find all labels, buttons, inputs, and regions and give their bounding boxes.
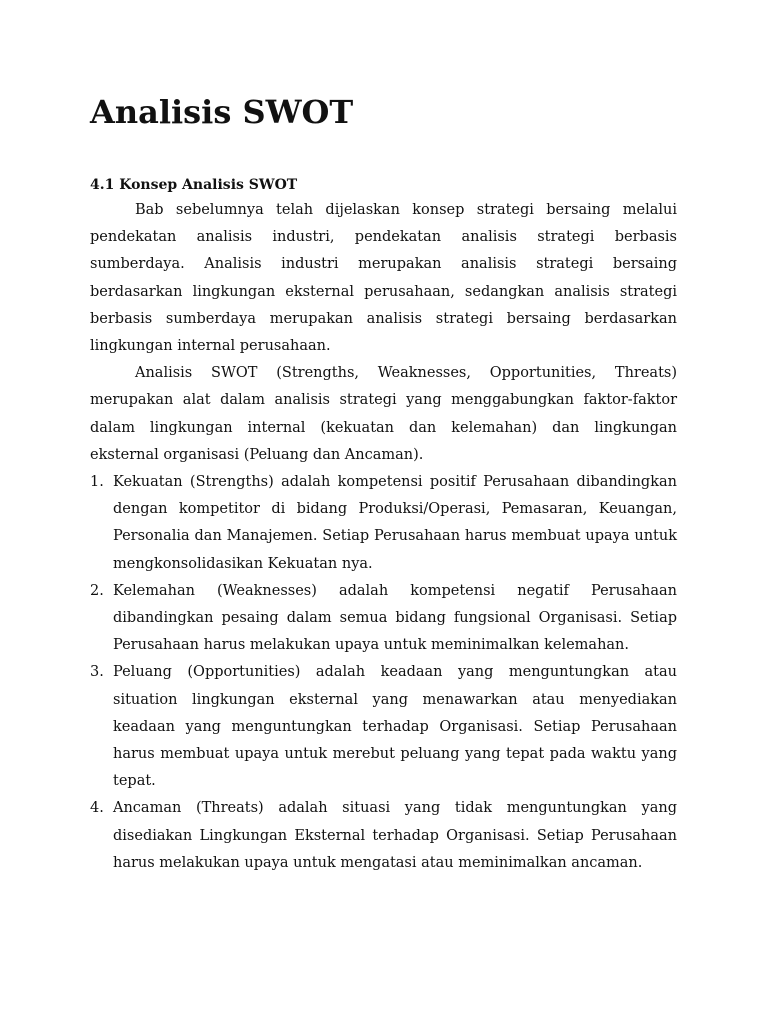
paragraph-swot-definition: Analisis SWOT (Strengths, Weaknesses, Opportunities, Threats) merupakan alat dalam analisis strategi yang menggabungkan faktor-faktor dalam lingkungan internal (kekuatan dan kelemahan) dan lingkungan eksternal organisasi (Peluang dan Ancaman).: [90, 365, 677, 463]
list-number: 2.: [90, 582, 104, 599]
list-number: 4.: [90, 800, 104, 817]
list-item-text: Peluang (Opportunities) adalah keadaan yang menguntungkan atau situation lingkungan eksternal yang menawarkan atau menyediakan keadaan yang menguntungkan terhadap Organisasi. Setiap Perusahaan harus membuat upaya untuk merebut peluang yang tepat pada waktu yang tepat.: [113, 664, 677, 790]
list-item-opportunities: [90, 659, 677, 795]
list-item-weaknesses: [90, 578, 677, 660]
paragraph-intro: Bab sebelumnya telah dijelaskan konsep strategi bersaing melalui pendekatan analisis industri, pendekatan analisis strategi berbasis sumberdaya. Analisis industri merupakan analisis strategi bersaing berdasarkan lingkungan eksternal perusahaan, sedangkan analisis strategi berbasis sumberdaya merupakan analisis strategi bersaing berdasarkan lingkungan internal perusahaan.: [90, 202, 677, 355]
list-number: 3.: [90, 664, 104, 681]
list-item-text: Kelemahan (Weaknesses) adalah kompetensi negatif Perusahaan dibandingkan pesaing dalam semua bidang fungsional Organisasi. Setiap Perusahaan harus melakukan upaya untuk meminimalkan kelemahan.: [113, 582, 677, 654]
list-number: 1.: [90, 474, 104, 491]
section-heading: 4.1 Konsep Analisis SWOT: [90, 177, 298, 193]
list-item-strengths: [90, 469, 677, 578]
swot-list: [90, 469, 677, 877]
list-item-threats: [90, 795, 677, 877]
document-body: [90, 197, 677, 877]
list-item-text: Kekuatan (Strengths) adalah kompetensi positif Perusahaan dibandingkan dengan kompetitor di bidang Produksi/Operasi, Pemasaran, Keuangan, Personalia dan Manajemen. Setiap Perusahaan harus membuat upaya untuk mengkonsolidasikan Kekuatan nya.: [113, 474, 677, 572]
page-title: Analisis SWOT: [90, 93, 354, 131]
list-item-text: Ancaman (Threats) adalah situasi yang tidak menguntungkan yang disediakan Lingkungan Eksternal terhadap Organisasi. Setiap Perusahaan harus melakukan upaya untuk mengatasi atau meminimalkan ancaman.: [113, 800, 677, 871]
